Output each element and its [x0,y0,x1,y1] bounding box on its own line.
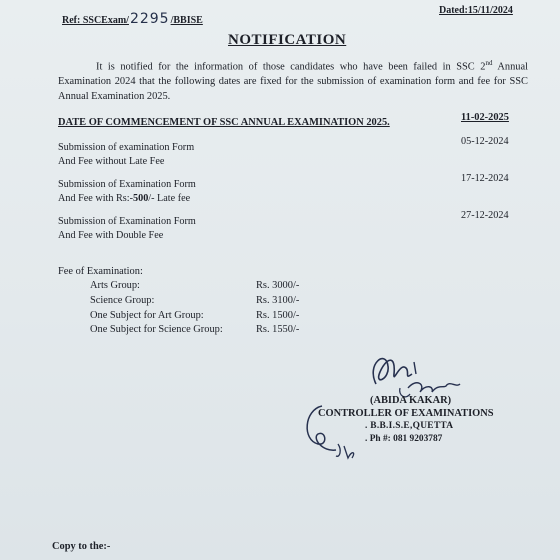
fee-value: Rs. 1550/- [256,324,300,335]
fee-value: Rs. 3000/- [256,280,300,291]
schedule-item [58,141,194,169]
schedule-item-line1: Submission of Examination Form [58,179,196,190]
schedule-date: 05-12-2024 [461,136,509,147]
fee-value: Rs. 1500/- [256,310,300,321]
commencement-label: DATE OF COMMENCEMENT OF SSC ANNUAL EXAMINATION 2025. [58,117,390,128]
signatory-name: (ABIDA KAKAR) [370,395,452,406]
ref-handwritten-number: 2295 [129,11,170,27]
fee-heading: Fee of Examination: [58,266,143,277]
intro-superscript: nd [485,59,493,67]
fee-label: One Subject for Art Group: [90,310,204,321]
fee-value: Rs. 3100/- [256,295,300,306]
signatory-phone: . Ph #: 081 9203787 [365,434,443,444]
schedule-date: 17-12-2024 [461,173,509,184]
schedule-item-line2: And Fee without Late Fee [58,156,165,167]
reference-number [62,11,203,27]
schedule-item [58,178,196,206]
page-title: NOTIFICATION [228,32,347,48]
fee-label: One Subject for Science Group: [90,324,223,335]
signatory-address: . B.B.I.S.E,QUETTA [365,421,454,431]
copy-to-label: Copy to the:- [52,541,111,552]
intro-text-part1: It is notified for the information of those candidates who have been failed in SSC 2 [96,61,486,73]
fee-label: Science Group: [90,295,155,306]
intro-text-part2: Annual Examination 2024 that the following dates are fixed for the submission of examination form and fee for SSC Annual Examination 2025. [58,61,528,103]
issue-date: Dated:15/11/2024 [439,5,513,16]
ref-prefix: Ref: SSCExam/ [62,15,129,26]
schedule-item [58,215,196,243]
commencement-date: 11-02-2025 [461,112,509,123]
schedule-item-line2: And Fee with Double Fee [58,230,164,241]
schedule-item-line2: And Fee with Rs:-500/- Late fee [58,193,191,204]
schedule-item-line1: Submission of examination Form [58,142,195,153]
intro-paragraph [58,56,528,104]
ref-suffix: /BBISE [170,15,203,26]
signatory-title: CONTROLLER OF EXAMINATIONS [318,408,494,419]
schedule-item-line1: Submission of Examination Form [58,216,196,227]
schedule-date: 27-12-2024 [461,210,509,221]
fee-label: Arts Group: [90,280,140,291]
